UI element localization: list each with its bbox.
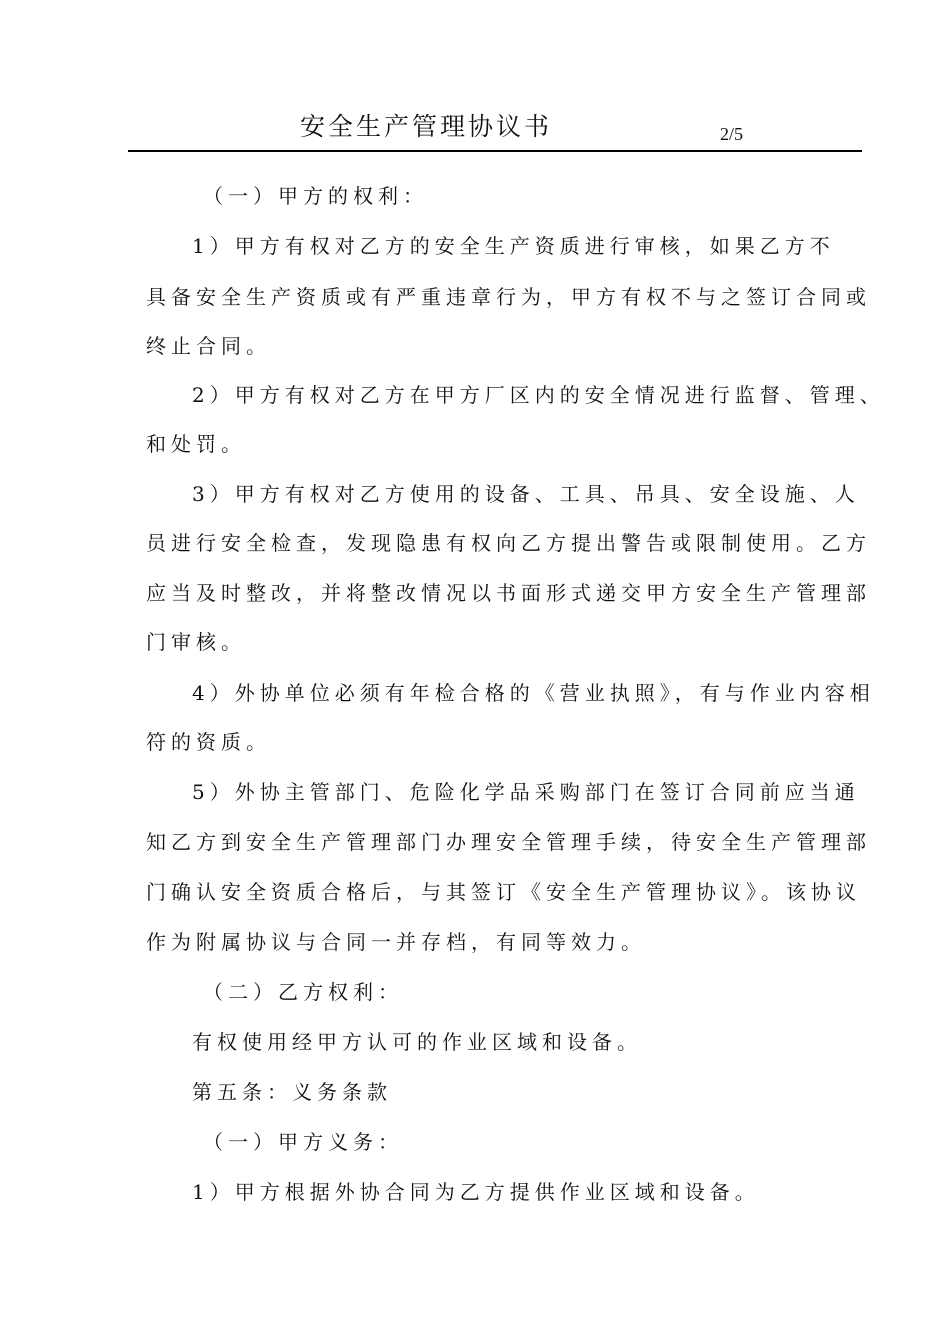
section-heading-party-b-rights: （二）乙方权利： [203, 980, 403, 1004]
clause-4-line-2: 符的资质。 [146, 730, 271, 754]
clause-2-line-1: 2）甲方有权对乙方在甲方厂区内的安全情况进行监督、管理、 [192, 383, 885, 407]
clause-3-line-3: 应当及时整改，并将整改情况以书面形式递交甲方安全生产管理部 [146, 581, 871, 605]
obligation-1-line-1: 1）甲方根据外协合同为乙方提供作业区域和设备。 [192, 1180, 760, 1204]
header-rule [128, 150, 862, 152]
clause-5-line-4: 作为附属协议与合同一并存档，有同等效力。 [146, 930, 646, 954]
clause-3-line-2: 员进行安全检查，发现隐患有权向乙方提出警告或限制使用。乙方 [146, 531, 871, 555]
clause-4-line-1: 4）外协单位必须有年检合格的《营业执照》，有与作业内容相 [192, 681, 875, 705]
clause-5-line-1: 5）外协主管部门、危险化学品采购部门在签订合同前应当通 [192, 780, 860, 804]
clause-5-line-3: 门确认安全资质合格后，与其签订《安全生产管理协议》。该协议 [146, 880, 861, 904]
document-title: 安全生产管理协议书 [300, 112, 553, 141]
clause-1-line-1: 1）甲方有权对乙方的安全生产资质进行审核，如果乙方不 [192, 234, 835, 258]
section-heading-party-a-rights: （一）甲方的权利： [203, 184, 428, 208]
page-number: 2/5 [720, 124, 744, 144]
article-five-heading: 第五条：义务条款 [192, 1080, 392, 1104]
clause-5-line-2: 知乙方到安全生产管理部门办理安全管理手续，待安全生产管理部 [146, 830, 871, 854]
clause-1-line-2: 具备安全生产资质或有严重违章行为，甲方有权不与之签订合同或 [146, 285, 871, 309]
clause-3-line-1: 3）甲方有权对乙方使用的设备、工具、吊具、安全设施、人 [192, 482, 860, 506]
clause-3-line-4: 门审核。 [146, 630, 246, 654]
party-b-rights-text: 有权使用经甲方认可的作业区域和设备。 [192, 1030, 642, 1054]
clause-2-line-2: 和处罚。 [146, 432, 246, 456]
clause-1-line-3: 终止合同。 [146, 334, 271, 358]
section-heading-party-a-obligations: （一）甲方义务： [203, 1130, 403, 1154]
